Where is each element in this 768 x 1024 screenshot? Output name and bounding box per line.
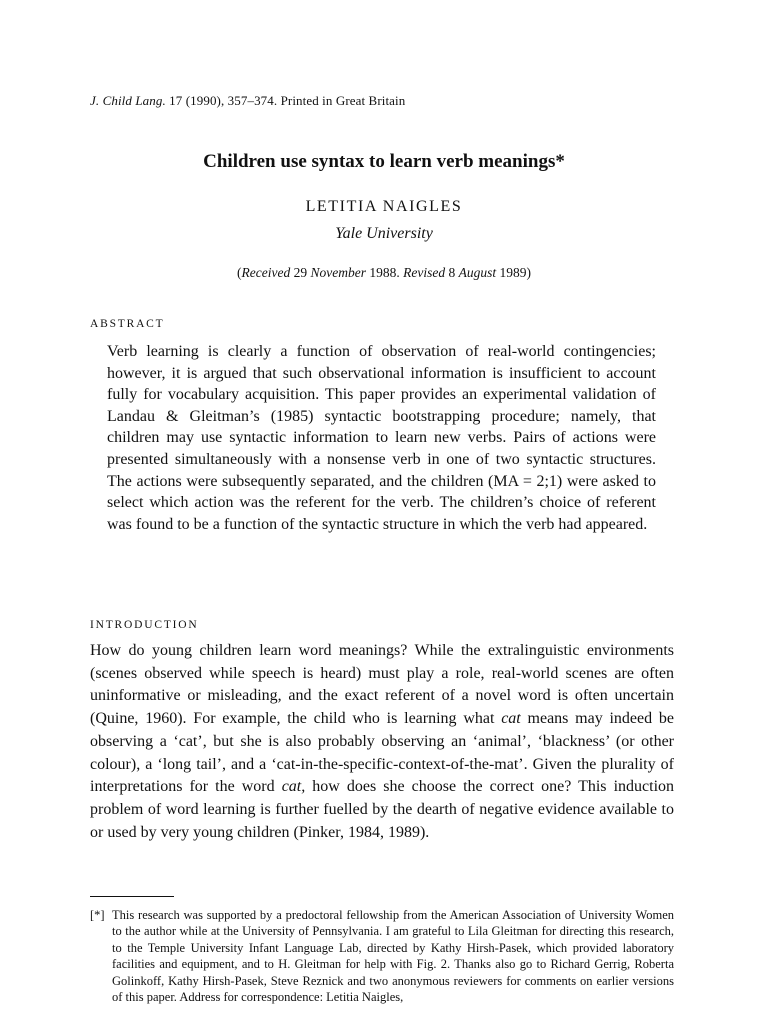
received-open: ( (237, 265, 242, 280)
footnote-text: This research was supported by a predoctoral fellowship from the American Association of University Women to the author while at the University of Pennsylvania. I am grateful to Lila Gleitman for directing this research, to the Temple University Infant Language Lab, directed by Kathy Hirsh-Pasek, which provided laboratory facilities and equipment, and to H. Gleitman for help with Fig. 2. Thanks also go to Richard Gerrig, Roberta Golinkoff, Kathy Hirsh-Pasek, Steve Reznick and two anonymous reviewers for comments on earlier versions of this paper. Address for correspondence: Letitia Naigles, (112, 908, 674, 1005)
introduction-paragraph (90, 640, 674, 844)
journal-details: (1990), 357–374. Printed in Great Britain (185, 93, 406, 108)
intro-italic-cat-2: cat, (281, 778, 306, 796)
footnote (90, 907, 674, 1005)
revised-month: August (458, 265, 497, 280)
journal-volume: 17 (169, 93, 183, 108)
revised-label: Revised (403, 265, 446, 280)
intro-italic-cat-1: cat (501, 710, 521, 728)
author-affiliation: Yale University (335, 225, 433, 242)
footnote-mark: [*] (90, 908, 105, 922)
running-head (90, 93, 405, 109)
journal-name: J. Child Lang. (90, 93, 166, 108)
received-label: Received (241, 265, 291, 280)
footnote-divider (90, 896, 174, 897)
intro-text-part-3: how does she choose the correct one? This induction problem of word learning is further fuelled by the dearth of negative evidence available to or used by very young children (Pinker, 1984, 1989). (90, 778, 675, 841)
received-year: 1988. (365, 265, 404, 280)
abstract-text: Verb learning is clearly a function of observation of real-world contingencies; however, it is argued that such observational information is insufficient to account fully for vocabulary acquisition. This paper provides an experimental validation of Landau & Gleitman’s (1985) syntactic bootstrapping procedure; namely, that children may use syntactic information to learn new verbs. Pairs of actions were presented simultaneously with a nonsense verb in one of two syntactic structures. The actions were subsequently separated, and the children (MA = 2;1) were asked to select which action was the referent for the verb. The children’s choice of referent was found to be a function of the syntactic structure in which the verb had appeared. (107, 343, 656, 533)
received-day: 29 (290, 265, 311, 280)
received-dates (0, 265, 768, 281)
article-title: Children use syntax to learn verb meanings* (203, 151, 565, 172)
intro-text-part-2: means may indeed be observing a ‘cat’, but she is also probably observing an ‘animal’, ‘blackness’ (or other colour), a ‘long tail’, and a ‘cat-in-the-specific-context-of-the-mat’. Given the plurality of interpretations for the word (90, 710, 675, 796)
intro-text-part-1: How do young children learn word meanings? While the extralinguistic environments (scenes observed while speech is heard) must play a role, real-world scenes are often uninformative or misleading, and the exact referent of a novel word is often uncertain (Quine, 1960). For example, the child who is learning what (90, 642, 674, 728)
author-name: LETITIA NAIGLES (305, 198, 463, 215)
received-month: November (310, 265, 366, 280)
revised-year: 1989) (496, 265, 531, 280)
revised-day: 8 (445, 265, 459, 280)
abstract-heading: ABSTRACT (90, 318, 165, 330)
introduction-heading: INTRODUCTION (90, 619, 199, 631)
